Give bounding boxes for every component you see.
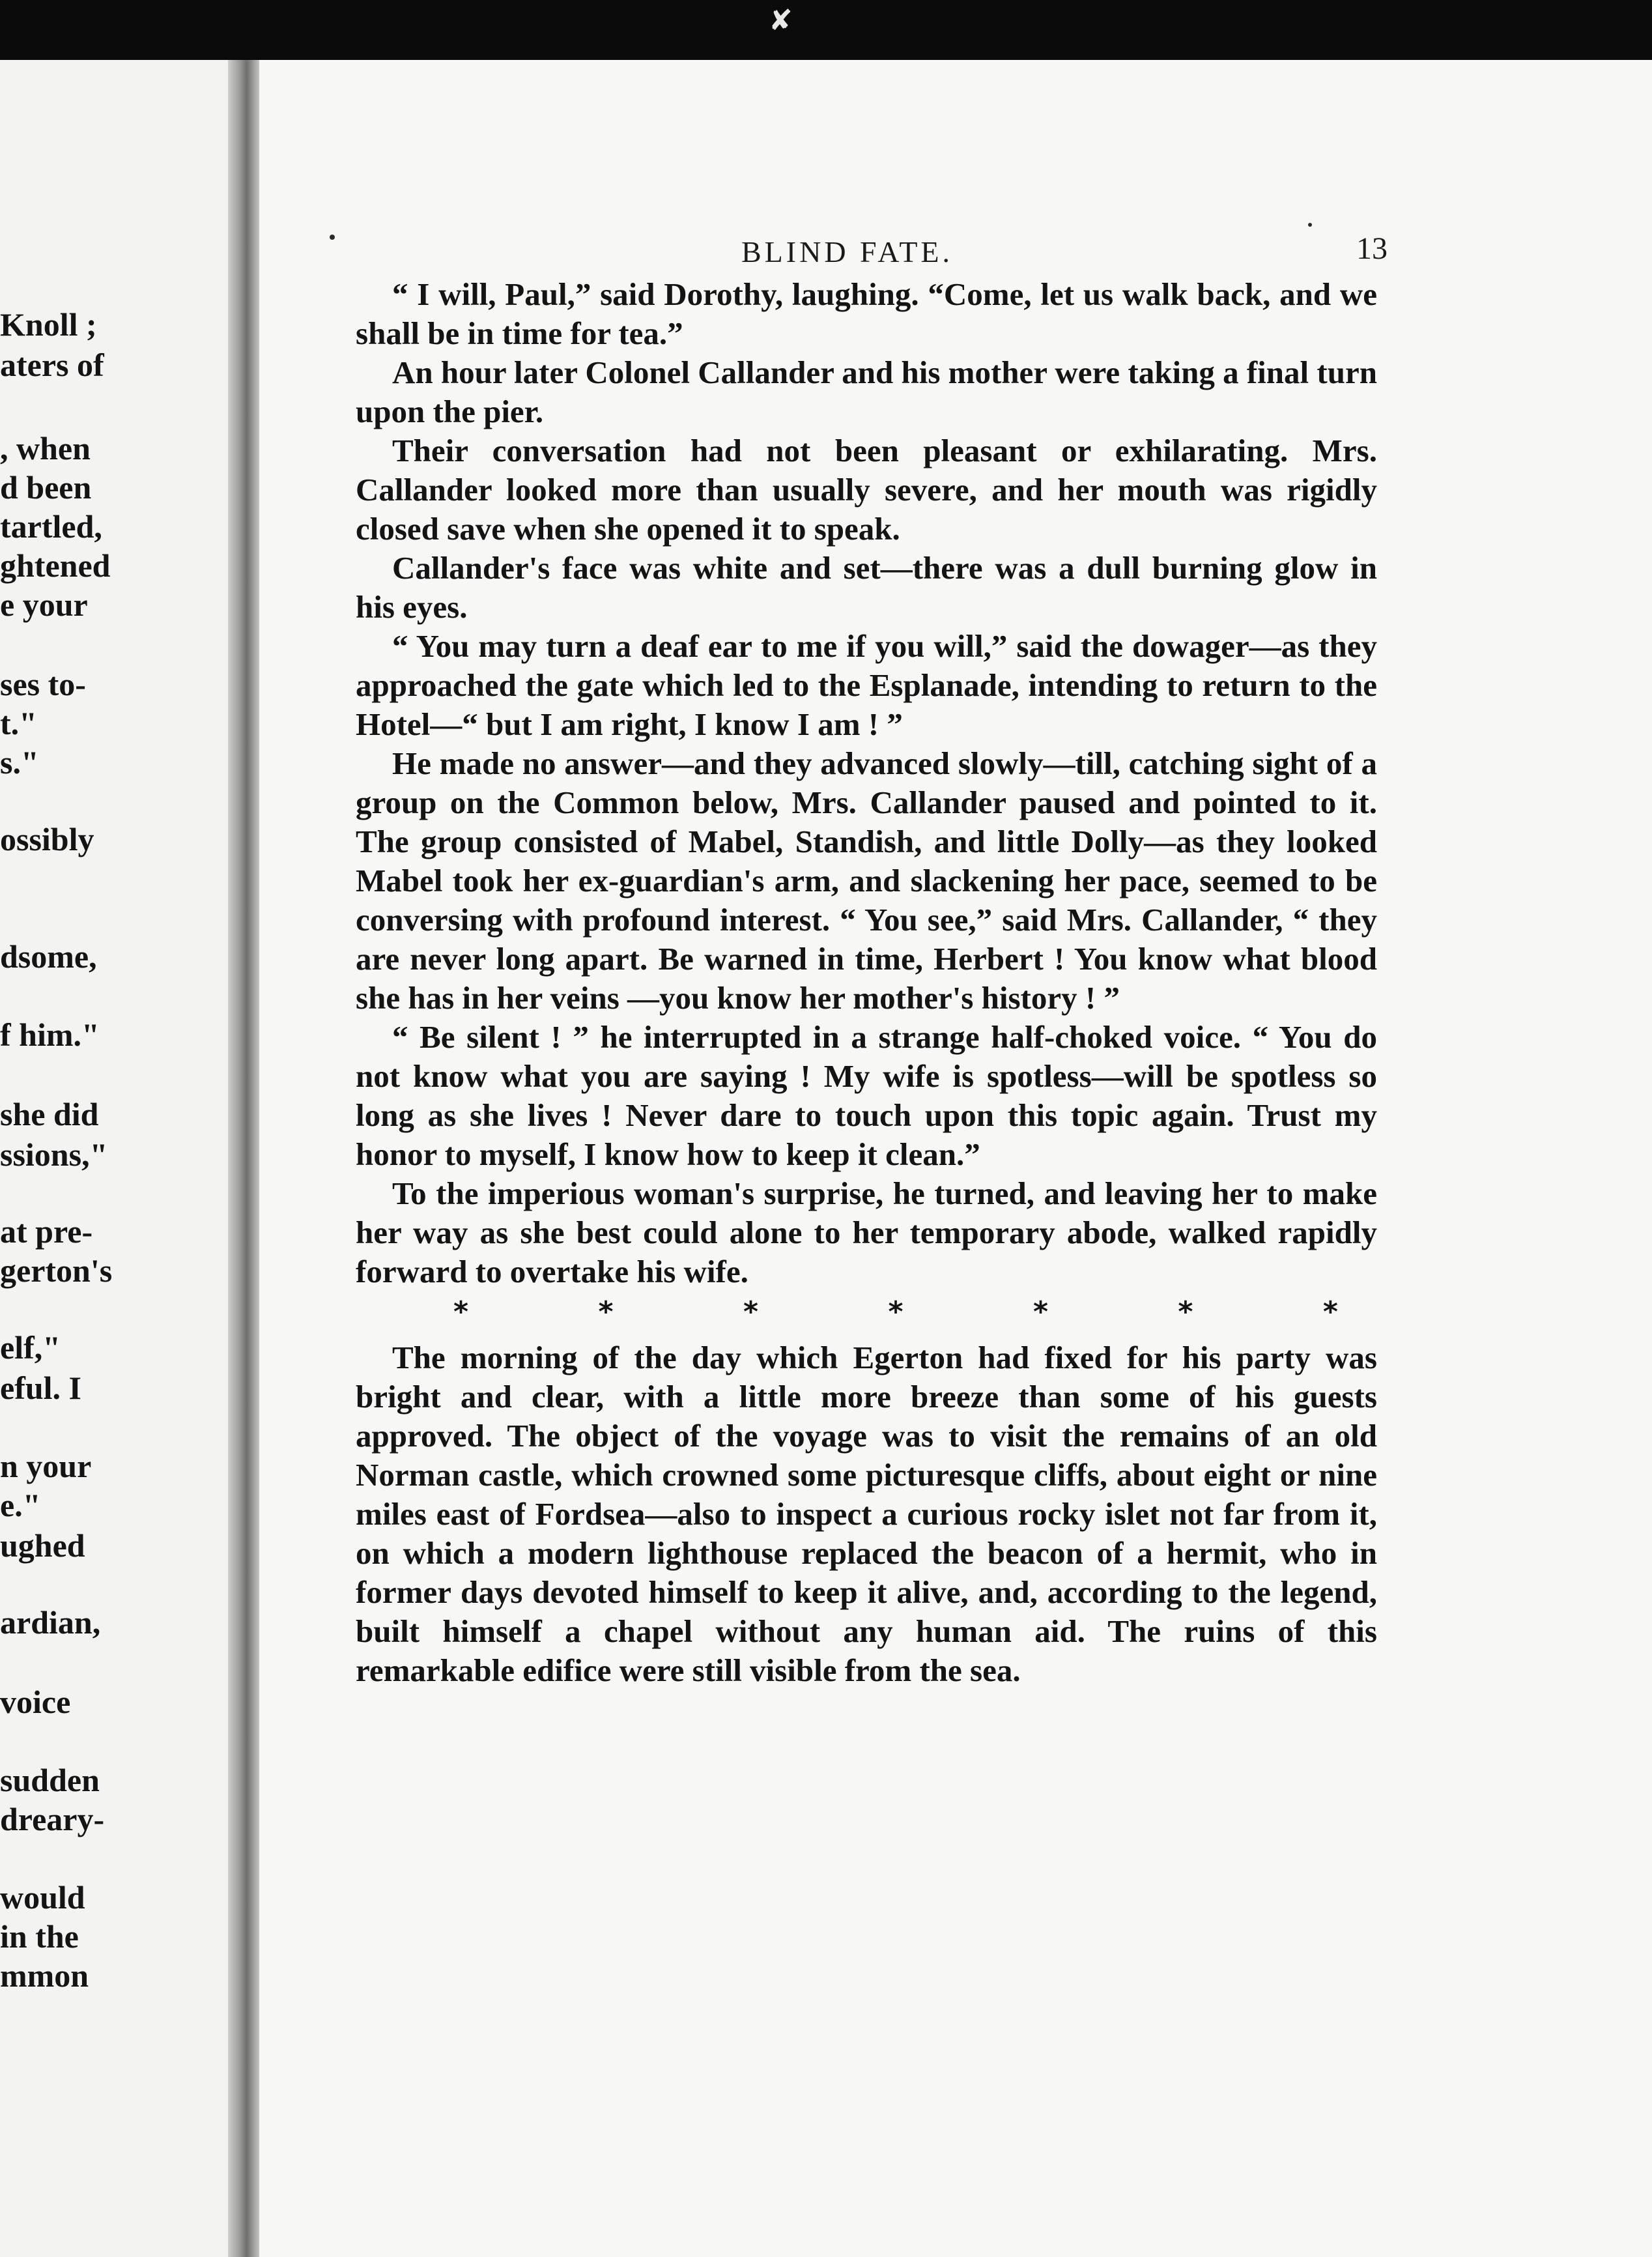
book-gutter: [228, 60, 262, 2257]
asterisk: *: [453, 1295, 469, 1329]
paragraph: “ You may turn a deaf ear to me if you will,” said the dowager—as they approached the gate which led to the Esplanade, intending to return to the Hotel—“ but I am right, I know I am ! ”: [356, 628, 1377, 742]
asterisk: *: [888, 1295, 904, 1329]
left-line: s.": [0, 744, 39, 781]
final-paragraph: The morning of the day which Egerton had fixed for his party was bright and clear, with a little more breeze than some of his guests approved. The object of the voyage was to visit the remains of an old Norman castle, which crowned some picturesque cliffs, about eight or nine miles east of Fordsea—also to inspect a curious rocky islet not far from it, on which a modern lighthouse replaced the beacon of a hermit, who in former days devoted himself to keep it alive, and, according to the legend, built himself a chapel without any human aid. The ruins of this remarkable edifice were still visible from the sea.: [356, 1340, 1377, 1688]
tape-mark-icon: ✘: [769, 4, 793, 37]
section-break: [356, 1291, 1377, 1333]
left-line: in the: [0, 1918, 79, 1955]
speck-icon: [330, 235, 335, 240]
page-number: 13: [1356, 231, 1388, 266]
asterisk: *: [1178, 1295, 1193, 1329]
left-line: eful. I: [0, 1370, 81, 1406]
left-line: Knoll ;: [0, 306, 97, 343]
asterisk: *: [598, 1295, 614, 1329]
asterisk: *: [1032, 1295, 1048, 1329]
left-line: e your: [0, 586, 88, 623]
right-page: [259, 60, 1652, 2257]
left-line: f him.": [0, 1016, 100, 1053]
left-line: ghtened: [0, 547, 111, 584]
left-line: n your: [0, 1448, 92, 1484]
left-line: at pre-: [0, 1213, 93, 1250]
left-line: aters of: [0, 347, 104, 383]
left-line: e.": [0, 1487, 41, 1523]
page-body: [356, 275, 1377, 1690]
left-line: sudden: [0, 1762, 100, 1798]
left-line: ossibly: [0, 821, 94, 857]
left-line: voice: [0, 1684, 71, 1720]
left-line: t.": [0, 705, 37, 741]
left-line: dsome,: [0, 938, 97, 975]
left-line: , when: [0, 430, 91, 467]
speck-icon: [1308, 223, 1312, 227]
left-page: [0, 60, 238, 2257]
left-line: ughed: [0, 1527, 85, 1564]
paragraph: “ Be silent ! ” he interrupted in a strange half-choked voice. “ You do not know what you are saying ! My wife is spotless—will be spotless so long as she lives ! Never dare to touch upon this topic again. Trust my honor to myself, I know how to keep it clean.”: [356, 1019, 1377, 1172]
running-title: BLIND FATE.: [741, 235, 954, 268]
left-line: gerton's: [0, 1252, 113, 1289]
left-line: would: [0, 1879, 85, 1916]
left-line: she did: [0, 1096, 99, 1132]
left-line: ses to-: [0, 666, 86, 702]
asterisk: *: [743, 1295, 758, 1329]
paragraph: To the imperious woman's surprise, he turned, and leaving her to make her way as she best could alone to her temporary abode, walked rapidly forward to overtake his wife.: [356, 1175, 1377, 1289]
left-line: ssions,": [0, 1136, 108, 1173]
left-line: d been: [0, 469, 92, 506]
left-line: dreary-: [0, 1801, 105, 1837]
left-line: elf,": [0, 1329, 61, 1366]
paragraph: Callander's face was white and set—there was a dull burning glow in his eyes.: [356, 550, 1377, 625]
left-line: mmon: [0, 1957, 89, 1994]
paragraph: He made no answer—and they advanced slowly—till, catching sight of a group on the Common below, Mrs. Callander paused and pointed to it. The group consisted of Mabel, Standish, and little Dolly—as they looked Mabel took her ex-guardian's arm, and slackening her pace, seemed to be conversing with profound interest. “ You see,” said Mrs. Callander, “ they are never long apart. Be warned in time, Herbert ! You know what blood she has in her veins —you know her mother's history ! ”: [356, 745, 1377, 1016]
paragraph: Their conversation had not been pleasant or exhilarating. Mrs. Callander looked more than usually severe, and her mouth was rigidly closed save when she opened it to speak.: [356, 433, 1377, 547]
paragraph: An hour later Colonel Callander and his mother were taking a final turn upon the pier.: [356, 354, 1377, 429]
paragraph: “ I will, Paul,” said Dorothy, laughing. “Come, let us walk back, and we shall be in time for tea.”: [356, 276, 1377, 351]
asterisk: *: [1322, 1295, 1338, 1329]
left-line: tartled,: [0, 508, 102, 545]
left-line: ardian,: [0, 1604, 101, 1641]
